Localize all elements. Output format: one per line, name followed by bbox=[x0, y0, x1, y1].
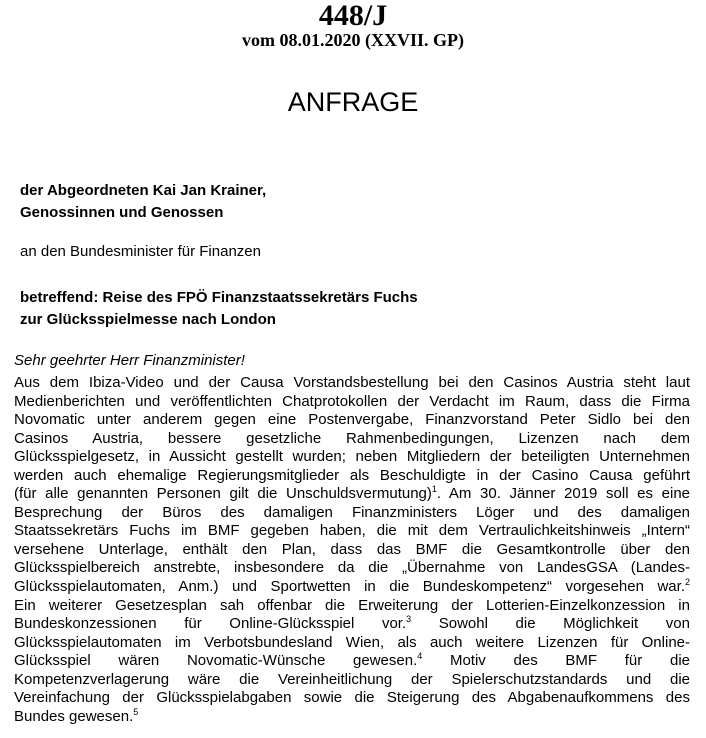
body-line: versehene Unterlage, enthält den Plan, dass das BMF die Gesamtkontrolle über den bbox=[14, 540, 690, 558]
body-line bbox=[14, 708, 690, 727]
body-line: Besprechung der Büros des damaligen Finanzministers Löger und des damaligen bbox=[14, 503, 690, 521]
body-line: werden auch ehemalige Regierungsmitglieder als Beschuldigte in der Casino Causa geführt bbox=[14, 466, 690, 484]
body-line: Casinos Austria, bessere gesetzliche Rahmenbedingungen, Lizenzen nach dem bbox=[14, 429, 690, 447]
body-text: Bundes gewesen. bbox=[14, 707, 134, 725]
subject-line-2: zur Glücksspielmesse nach London bbox=[20, 311, 276, 328]
body-line bbox=[14, 578, 690, 597]
footnote-ref-1[interactable]: 1 bbox=[431, 484, 437, 495]
body-text: (für alle genannten Personen gilt die Unschuldsvermutung) bbox=[14, 485, 432, 503]
document-date: vom 08.01.2020 (XXVII. GP) bbox=[242, 30, 464, 50]
footnote-ref-2[interactable]: 2 bbox=[684, 577, 690, 588]
body-line bbox=[14, 615, 690, 634]
footnote-ref-5[interactable]: 5 bbox=[133, 706, 139, 717]
body-line: Vereinfachung der Glücksspielabgaben sowie die Steigerung des Abgabenaufkommens des bbox=[14, 689, 690, 707]
salutation: Sehr geehrter Herr Finanzminister! bbox=[14, 352, 245, 369]
subject-line-1: betreffend: Reise des FPÖ Finanzstaatssekretärs Fuchs bbox=[20, 289, 418, 306]
body-line: Glücksspielbereich anstrebte, insbesondere da die „Übernahme von LandesGSA (Landes- bbox=[14, 559, 690, 577]
body-line: Glücksspielautomaten im Verbotsbundesland Wien, als auch weitere Lizenzen für Online- bbox=[14, 633, 690, 651]
document-number: 448/J bbox=[318, 0, 388, 32]
authors-line-1: der Abgeordneten Kai Jan Krainer, bbox=[20, 182, 267, 199]
body-line: Glücksspielgesetz, in Aussicht gestellt wurden; neben Mitgliedern der beteiligten Unternehmen bbox=[14, 448, 690, 466]
body-line bbox=[14, 485, 690, 504]
footnote-ref-3[interactable]: 3 bbox=[406, 614, 412, 625]
body-line: Ein weiterer Gesetzesplan sah offenbar die Erweiterung der Lotterien-Einzelkonzession in bbox=[14, 596, 690, 614]
footnote-ref-4[interactable]: 4 bbox=[417, 651, 423, 662]
body-text: . Am 30. Jänner 2019 soll es eine bbox=[436, 485, 691, 503]
body-line: Staatssekretärs Fuchs im BMF gegeben haben, die mit dem Vertraulichkeitshinweis „Intern“ bbox=[14, 522, 690, 540]
authors-line-2: Genossinnen und Genossen bbox=[20, 204, 224, 221]
addressee: an den Bundesminister für Finanzen bbox=[20, 243, 261, 260]
document-title: ANFRAGE bbox=[287, 87, 419, 117]
body-text: Sowohl die Möglichkeit von bbox=[411, 615, 690, 633]
body-paragraph bbox=[14, 374, 690, 726]
body-line: Novomatic unter anderem gegen eine Postenvergabe, Finanzvorstand Peter Sidlo bei den bbox=[14, 411, 690, 429]
body-line: Aus dem Ibiza-Video und der Causa Vorstandsbestellung bei den Casinos Austria steht laut bbox=[14, 374, 690, 391]
body-line bbox=[14, 652, 690, 671]
body-text: Bundeskonzessionen für Online-Glücksspiel vor. bbox=[14, 615, 407, 633]
subject-block bbox=[20, 287, 418, 331]
authors-block bbox=[20, 180, 266, 224]
body-line: Medienberichten und veröffentlichten Chatprotokollen der Verdacht im Raum, dass die Firma bbox=[14, 392, 690, 410]
body-text: Motiv des BMF für die bbox=[422, 652, 690, 670]
body-text: Glücksspielautomaten, Anm.) und Sportwetten in die Bundeskompetenz“ vorgesehen war. bbox=[14, 578, 685, 596]
body-text: Glücksspiel wären Novomatic-Wünsche gewesen. bbox=[14, 652, 418, 670]
body-line: Kompetenzverlagerung wäre die Vereinheitlichung der Spielerschutzstandards und die bbox=[14, 670, 690, 688]
